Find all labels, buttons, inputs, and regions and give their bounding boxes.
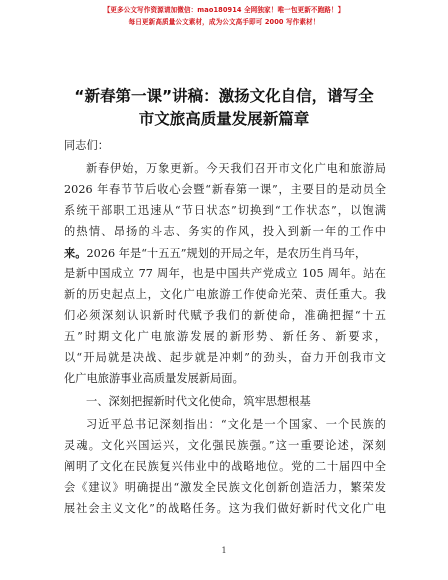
paragraph-2-line-2: 灵魂。文化兴国运兴，文化强民族强。”这一重要论述，深刻 (64, 439, 386, 452)
paragraph-1-line-2: 2026 年春节节后收心会暨“新春第一课”，主要目的是动员全 (64, 183, 386, 196)
section-1-heading: 一、深刻把握新时代文化使命，筑牢思想根基 (86, 395, 311, 408)
paragraph-1-line-5-rest: 2026 年是“十五五”规划的开局之年，是农历生肖马年， (86, 247, 367, 260)
promo-banner-line-2: 每日更新高质量公文素材，成为公文高手即可 2000 写作素材！ (128, 18, 320, 26)
paragraph-2-line-3: 阐明了文化在民族复兴伟业中的战略地位。党的二十届四中全 (64, 460, 386, 473)
paragraph-2-line-4: 会《建议》明确提出“激发全民族文化创新创造活力，繁荣发 (64, 481, 386, 494)
paragraph-1-line-6: 是新中国成立 77 周年，也是中国共产党成立 105 周年。站在 (64, 267, 386, 280)
bold-sentence-end: 来。 (64, 246, 87, 260)
salutation: 同志们： (64, 139, 109, 152)
paragraph-1-line-11: 化广电旅游事业高质量发展新局面。 (64, 372, 244, 385)
document-title-line-2: 市文旅高质量发展新篇章 (138, 110, 310, 128)
paragraph-1-line-5 (64, 245, 386, 262)
paragraph-1-line-9: 五”时期文化广电旅游发展的新形势、新任务、新要求， (64, 330, 386, 343)
paragraph-1-line-8: 们必须深刻认识新时代赋予我们的新使命，准确把握“十五 (64, 309, 386, 322)
paragraph-1-line-1: 新春伊始，万象更新。今天我们召开市文化广电和旅游局 (86, 162, 386, 175)
paragraph-2-line-1: 习近平总书记深刻指出：“文化是一个国家、一个民族的 (86, 418, 386, 431)
paragraph-1-line-4: 的热情、昂扬的斗志、务实的作风，投入到新一年的工作中 (64, 225, 386, 238)
page-number: 1 (221, 546, 227, 555)
paragraph-1-line-3: 系统干部职工迅速从“节日状态”切换到“工作状态”，以饱满 (64, 204, 386, 217)
paragraph-1-line-7: 新的历史起点上，文化广电旅游工作使命光荣、责任重大。我 (64, 288, 386, 301)
paragraph-2-line-5: 展社会主义文化”的战略任务。这为我们做好新时代文化广电 (64, 502, 386, 515)
document-title-line-1: “新春第一课”讲稿：激扬文化自信，谱写全 (74, 87, 374, 105)
promo-banner-line-1: 【更多公文写作资源请加微信：mao180914 全网独家！唯一包更新不跑路！】 (103, 6, 345, 14)
paragraph-1-line-10: 以“开局就是决战、起步就是冲刺”的劲头，奋力开创我市文 (64, 351, 386, 364)
